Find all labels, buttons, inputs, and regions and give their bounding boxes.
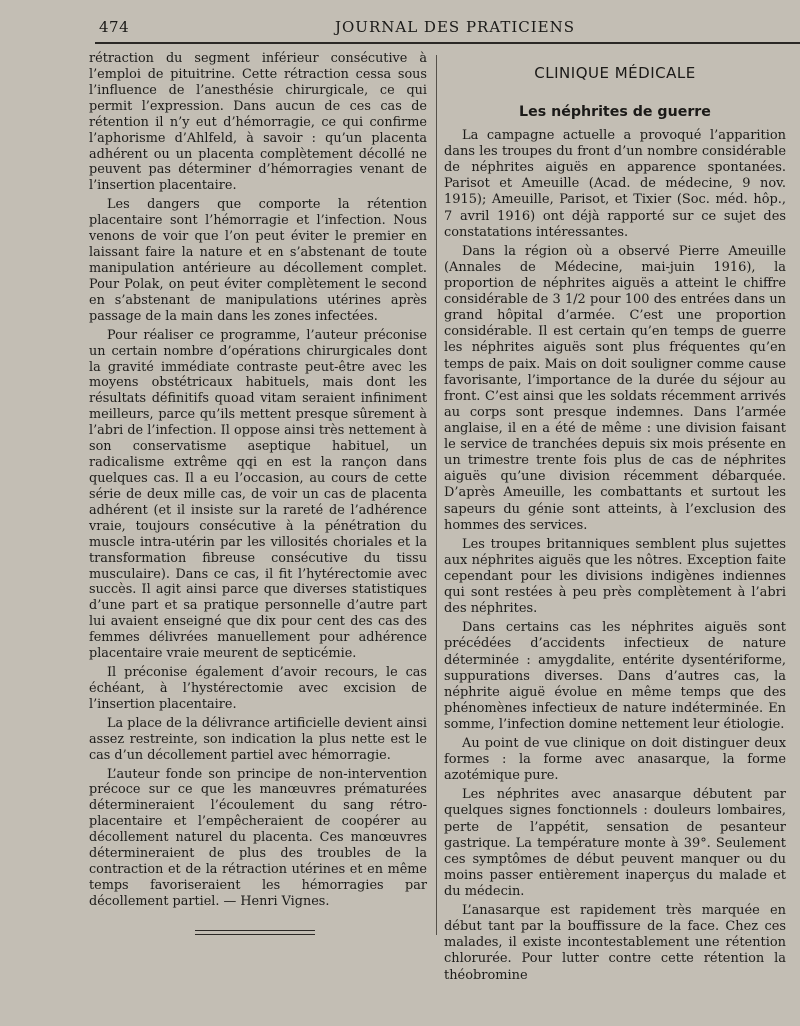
right-paragraph: Dans la région où a observé Pierre Ameuille (Annales de Médecine, mai-juin 1916), la proportion de néphrites aiguës a atteint le chiffre considérable de 3 1/2 pour 100 des entrées dans un grand hôpital d’armée. C’est une proportion considérable. Il est certain qu’en temps de guerre les néphrites aiguës sont plus fréquentes qu’en temps de paix. Mais on doit souligner comme cause favorisante, l’importance de la durée du séjour au front. C’est ainsi que les soldats récemment arrivés au corps sont presque indemnes. Dans l’armée anglaise, il en a été de même : une division faisant le service de tranchées depuis six mois présente en un trimestre trente fois plus de cas de néphrites aiguës qu’une division récemment débarquée. D’après Ameuille, les combattants et surtout les sapeurs du génie sont atteints, à l’exclusion des hommes des services. [444, 243, 786, 533]
header-rule [95, 42, 800, 44]
right-paragraph: La campagne actuelle a provoqué l’apparition dans les troupes du front d’un nombre considérable de néphrites aiguës en apparence spontanées. Parisot et Ameuille (Acad. de médecine, 9 nov. 1915); Ameuille, Parisot, et Tixier (Soc. méd. hôp., 7 avril 1916) ont déjà rapporté sur ce sujet des constatations intéressantes. [444, 128, 786, 240]
left-paragraph: Pour réaliser ce programme, l’auteur préconise un certain nombre d’opérations chirurgicales dont la gravité immédiate contraste peut-être avec les moyens obstétricaux habituels, mais dont les résultats définitifs quoad vitam seraient infiniment meilleurs, parce qu’ils mettent presque sûrement à l’abri de l’infection. Il oppose ainsi très nettement à son conservatisme aseptique habituel, un radicalisme extrême qqi en est la rançon dans quelques cas. Il a eu l’occasion, au cours de cette série de deux mille cas, de voir un cas de placenta adhérent (et il insiste sur la rareté de l’adhérence vraie, toujours consécutive à la pénétration du muscle intra-utérin par les villosités choriales et la transformation fibreuse consécutive du tissu musculaire). Dans ce cas, il fit l’hytérectomie avec succès. Il agit ainsi parce que diverses statistiques d’une part et sa pratique personnelle d’autre part lui avaient enseigné que dix pour cent des cas des femmes délivrées manuellement pour adhérence placentaire vraie meurent de septicémie. [89, 327, 427, 662]
left-paragraph: L’auteur fonde son principe de non-intervention précoce sur ce que les manœuvres prématurées détermineraient l’écoulement du sang rétro-placentaire et l’empêcheraient de coopérer au décollement naturel du placenta. Ces manœuvres détermineraient de plus des troubles de la contraction et de la rétraction utérines et en même temps favoriseraient les hémorragies par décollement partiel. — Henri Vignes. [89, 766, 427, 909]
left-column [89, 51, 427, 913]
right-paragraph: Dans certains cas les néphrites aiguës sont précédées d’accidents infectieux de nature déterminée : amygdalite, entérite dysentériforme, suppurations diverses. Dans d’autres cas, la néphrite aiguë évolue en même temps que des phénomènes infectieux de nature indéterminée. En somme, l’infection domine nettement leur étiologie. [444, 620, 786, 732]
right-paragraph: Les néphrites avec anasarque débutent par quelques signes fonctionnels : douleurs lombaires, perte de l’appétit, sensation de pesanteur gastrique. La température monte à 39°. Seulement ces symptômes de début peuvent manquer ou du moins passer entièrement inaperçus du malade et du médecin. [444, 787, 786, 900]
right-paragraph: L’anasarque est rapidement très marquée en début tant par la bouffissure de la face. Chez ces malades, il existe incontestablement une rétention chlorurée. Pour lutter contre cette rétention la théobromine [444, 903, 786, 983]
article-end-rule [195, 934, 315, 935]
right-paragraph: Au point de vue clinique on doit distinguer deux formes : la forme avec anasarque, la forme azotémique pure. [444, 736, 786, 784]
right-paragraph: Les troupes britanniques semblent plus sujettes aux néphrites aiguës que les nôtres. Exception faite cependant pour les divisions indigènes indiennes qui sont restées à peu près complètement à l’abri des néphrites. [444, 536, 786, 617]
page-number: 474 [99, 18, 130, 36]
article-title: Les néphrites de guerre [519, 104, 711, 120]
left-paragraph: Les dangers que comporte la rétention placentaire sont l’hémorragie et l’infection. Nous venons de voir que l’on peut éviter le premier en laissant faire la nature et en s’abstenant de toute manipulation antérieure au décollement complet. Pour Polak, on peut éviter complètement le second en s’abstenant de manipulations utérines après passage de la main dans les zones infectées. [89, 197, 427, 324]
article-end-rule [195, 930, 315, 931]
page-header [0, 0, 800, 44]
journal-title: JOURNAL DES PRATICIENS [335, 18, 576, 36]
left-paragraph: Il préconise également d’avoir recours, le cas échéant, à l’hystérectomie avec excision de l’insertion placentaire. [89, 665, 427, 712]
column-divider [436, 55, 437, 935]
right-column [444, 51, 786, 987]
section-title: CLINIQUE MÉDICALE [534, 64, 696, 82]
left-paragraph: rétraction du segment inférieur consécutive à l’emploi de pituitrine. Cette rétraction cessa sous l’influence de l’anesthésie chirurgicale, ce qui permit l’expression. Dans aucun de ces cas de rétention il n’y eut d’hémorragie, ce qui confirme l’aphorisme d’Ahlfeld, à savoir : qu’un placenta adhérent ou un placenta complètement décollé ne peuvent pas déterminer d’hémorragies venant de l’insertion placentaire. [89, 51, 427, 194]
left-paragraph: La place de la délivrance artificielle devient ainsi assez restreinte, son indication la plus nette est le cas d’un décollement partiel avec hémorragie. [89, 715, 427, 763]
